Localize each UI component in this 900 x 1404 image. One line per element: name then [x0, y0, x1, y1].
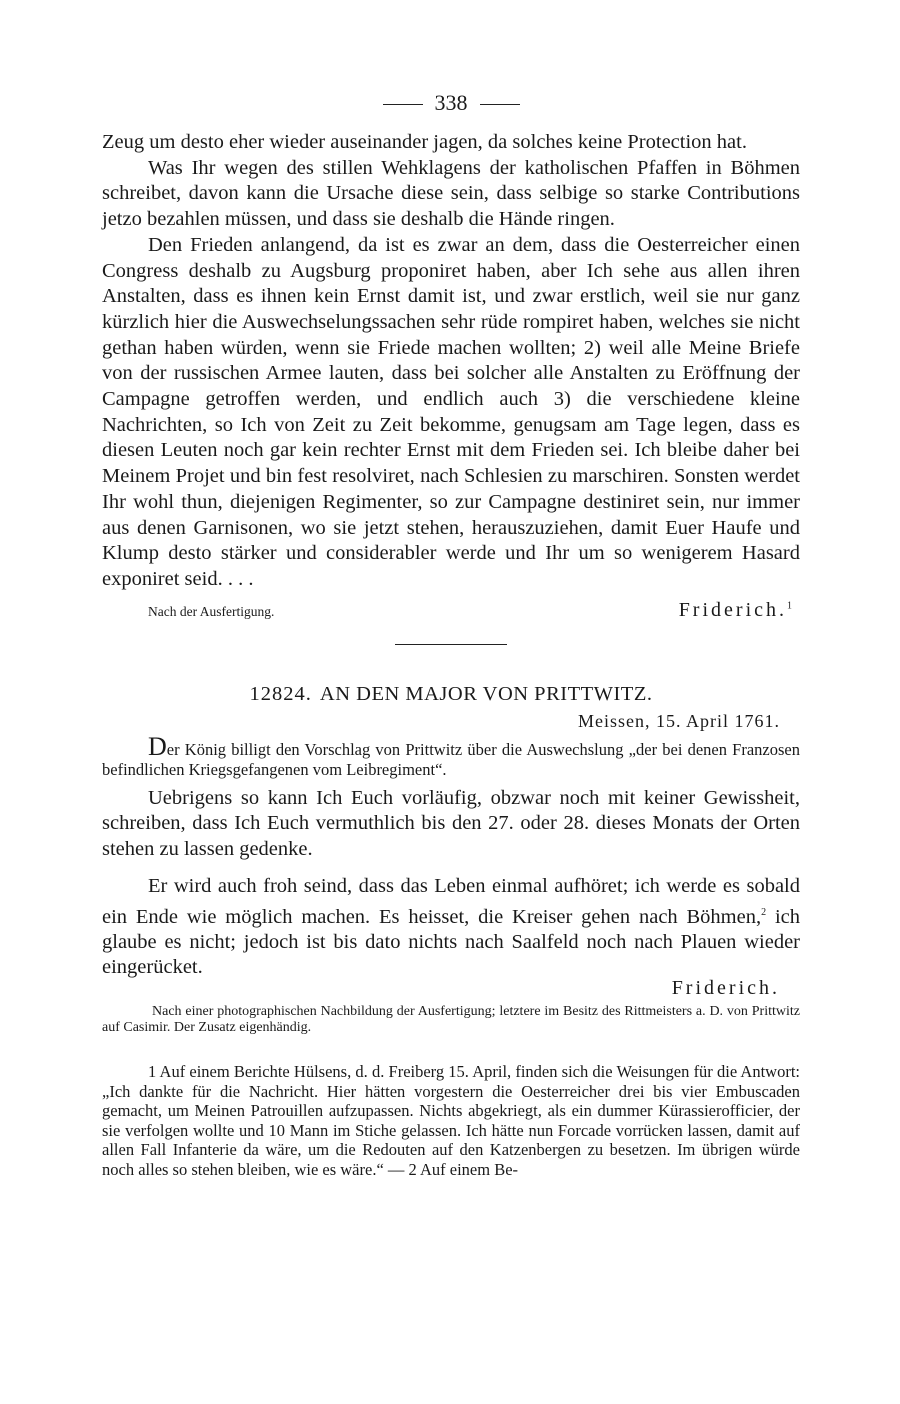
paragraph-gap [102, 862, 800, 874]
page-number: 338 [434, 90, 468, 115]
paragraph: Den Frieden anlangend, da ist es zwar an dem, dass die Oesterreicher einen Congress deshalb zu Augsburg proponiret haben, aber Ich sehe aus allen ihren Anstalten, dass es ihnen kein Ernst damit ist, und zwar erstlich, weil sie nur ganz kürzlich hier die Auswechselungssachen sehr rüde rompiret haben, welches sie nicht gethan haben würden, wenn sie Friede machen wollten; 2) weil alle Meine Briefe von der russischen Armee lauten, dass bei solcher alle Anstalten zu Eröffnung der Campagne getroffen werden, und endlich auch 3) die verschiedene kleine Nachrichten, so Ich von Zeit zu Zeit bekomme, genugsam am Tage legen, dass es diesen Leuten noch gar kein rechter Ernst mit dem Frieden sei. Ich bleibe daher bei Meinem Projet und bin fest resolviret, nach Schlesien zu marschiren. Sonsten werdet Ihr wohl thun, diejenigen Regimenter, so zur Campagne destiniret sein, nur immer aus denen Garnisonen, wo sie jetzt stehen, herauszuziehen, damit Euer Haufe und Klump desto stärker und considerabler werde und Ihr um so wenigerem Hasard exponiret seid. . . . [102, 233, 800, 590]
footnote-marker: 1 [787, 600, 792, 611]
signature-line [102, 599, 800, 622]
section-divider [395, 644, 507, 645]
signature: Friderich. [671, 976, 780, 999]
paragraph-text: ich glaube es nicht; jedoch ist bis dato nichts nach Saalfeld noch nach Plauen wieder eingerücket. [102, 905, 800, 979]
paragraph: Uebrigens so kann Ich Euch vorläufig, obzwar noch mit keiner Gewissheit, schreiben, dass Ich Euch vermuthlich bis den 27. oder 28. dieses Monats der Orten stehen zu lassen gedenke. [102, 786, 800, 860]
paragraph [102, 874, 800, 981]
paragraph: Was Ihr wegen des stillen Wehklagens der katholischen Pfaffen in Böhmen schreibet, davon kann die Ursache diese sein, dass selbige so starke Contributions jetzo bezahlen müssen, und dass sie deshalb die Hände ringen. [102, 156, 800, 231]
page-header [102, 86, 800, 120]
letter-continuation [102, 130, 800, 593]
source-text: Nach einer photographischen Nachbildung der Ausfertigung; letztere im Besitz des Rittmeisters a. D. von Prittwitz auf Casimir. Der Zusatz eigenhändig. [102, 1003, 800, 1035]
footnote-marker: 2 [761, 906, 767, 918]
document-page [102, 86, 800, 1180]
paragraph: Zeug um desto eher wieder auseinander jagen, da solches keine Protection hat. [102, 131, 747, 153]
signature-text: Friderich. [678, 598, 787, 621]
footnotes [102, 1062, 800, 1180]
header-dash-right [480, 104, 520, 105]
header-dash-left [383, 104, 423, 105]
editorial-summary [102, 731, 800, 780]
source-note [102, 1004, 800, 1036]
signature [679, 599, 800, 622]
letter-heading [102, 683, 800, 706]
footnote: 1 Auf einem Berichte Hülsens, d. d. Freiberg 15. April, finden sich die Weisungen für die Antwort: „Ich dankte für die Nachricht. Hier hätten vorgestern die Oesterreicher drei bis vier Embuscaden gemacht, um Meinen Patrouillen aufzupassen. Nichts abgekriegt, als ein dummer Kürassierofficier, der sie verfolgen wollte und 10 Mann im Stiche gelassen. Ich hätte nun Forcade vorrücken lassen, damit auf allen Fall Infanterie da wäre, um die Redouten auf den Katzenbergen zu besetzen. Im übrigen würde noch alles so stehen bleiben, wie es wäre.“ — 2 Auf einem Be- [102, 1061, 800, 1179]
paragraph-text: Er wird auch froh seind, dass das Leben einmal aufhöret; ich werde es sobald ein Ende wie möglich machen. Es heisset, die Kreiser gehen nach Böhmen, [102, 875, 800, 928]
place-date: Meissen, 15. April 1761. [578, 710, 780, 731]
letter-number: 12824. [249, 682, 312, 705]
letter-body [102, 786, 800, 981]
source-note: Nach der Ausfertigung. [148, 603, 275, 619]
summary-text: er König billigt den Vorschlag von Prittwitz über die Auswechslung „der bei denen Franzosen befindlichen Kriegsgefangenen vom Leibregiment“. [102, 739, 800, 779]
letter-title: AN DEN MAJOR VON PRITTWITZ. [319, 682, 653, 705]
summary-initial: D [148, 731, 167, 761]
